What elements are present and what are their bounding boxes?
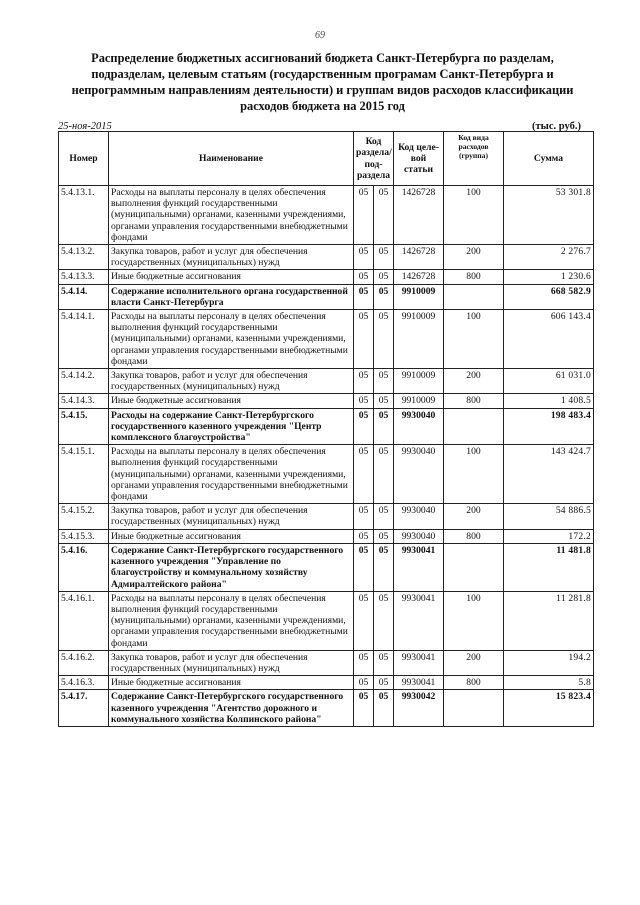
row-expense-code	[444, 543, 504, 591]
row-sum: 606 143.4	[504, 310, 594, 369]
row-sum: 11 481.8	[504, 543, 594, 591]
header-expense: Код вида расходов (группа)	[444, 132, 504, 186]
row-expense-code	[444, 690, 504, 727]
row-name: Иные бюджетные ассигнования	[109, 394, 354, 408]
page-number: 69	[315, 30, 325, 41]
row-section-code: 05	[354, 310, 374, 369]
budget-table	[58, 131, 594, 727]
row-sum: 194.2	[504, 650, 594, 675]
row-name: Закупка товаров, работ и услуг для обеспечения государственных (муниципальных) нужд	[109, 504, 354, 529]
table-row	[59, 529, 594, 543]
row-sum: 11 281.8	[504, 591, 594, 650]
row-number: 5.4.16.3.	[59, 676, 109, 690]
row-subsection-code: 05	[374, 270, 394, 284]
row-target-code: 9930040	[394, 445, 444, 504]
row-name: Содержание Санкт-Петербургского государственного казенного учреждения "Управление по благоустройству и коммунальному хозяйству Адмиралтейского района"	[109, 543, 354, 591]
row-subsection-code: 05	[374, 650, 394, 675]
header-name: Наименование	[109, 132, 354, 186]
row-name: Закупка товаров, работ и услуг для обеспечения государственных (муниципальных) нужд	[109, 650, 354, 675]
row-number: 5.4.15.1.	[59, 445, 109, 504]
row-target-code: 9930041	[394, 650, 444, 675]
row-number: 5.4.14.2.	[59, 369, 109, 394]
row-target-code: 9910009	[394, 310, 444, 369]
row-subsection-code: 05	[374, 394, 394, 408]
header-target: Код целе- вой статьи	[394, 132, 444, 186]
units-label: (тыс. руб.)	[532, 121, 581, 132]
row-subsection-code: 05	[374, 690, 394, 727]
row-section-code: 05	[354, 543, 374, 591]
row-expense-code: 200	[444, 504, 504, 529]
row-target-code: 9930040	[394, 529, 444, 543]
row-target-code: 9930041	[394, 543, 444, 591]
row-target-code: 9930040	[394, 504, 444, 529]
row-sum: 143 424.7	[504, 445, 594, 504]
row-section-code: 05	[354, 650, 374, 675]
table-row	[59, 690, 594, 727]
row-section-code: 05	[354, 445, 374, 504]
row-name: Иные бюджетные ассигнования	[109, 676, 354, 690]
row-section-code: 05	[354, 591, 374, 650]
row-name: Расходы на выплаты персоналу в целях обеспечения выполнения функций государственными (муниципальными) органами, казенными учреждениями, органами управления государственными внебюджетными фондами	[109, 445, 354, 504]
row-subsection-code: 05	[374, 284, 394, 309]
row-sum: 1 408.5	[504, 394, 594, 408]
row-number: 5.4.16.	[59, 543, 109, 591]
table-row	[59, 445, 594, 504]
row-target-code: 9910009	[394, 369, 444, 394]
header-section: Код раздела/ под- раздела	[354, 132, 394, 186]
row-number: 5.4.13.3.	[59, 270, 109, 284]
row-expense-code: 800	[444, 270, 504, 284]
row-section-code: 05	[354, 245, 374, 270]
row-sum: 1 230.6	[504, 270, 594, 284]
row-name: Содержание исполнительного органа государственной власти Санкт-Петербурга	[109, 284, 354, 309]
row-name: Расходы на выплаты персоналу в целях обеспечения выполнения функций государственными (муниципальными) органами, казенными учреждениями, органами управления государственными внебюджетными фондами	[109, 310, 354, 369]
table-row	[59, 186, 594, 245]
row-sum: 61 031.0	[504, 369, 594, 394]
row-expense-code	[444, 284, 504, 309]
row-sum: 2 276.7	[504, 245, 594, 270]
table-row	[59, 284, 594, 309]
row-expense-code: 800	[444, 394, 504, 408]
row-target-code: 1426728	[394, 245, 444, 270]
row-subsection-code: 05	[374, 591, 394, 650]
row-number: 5.4.14.	[59, 284, 109, 309]
row-subsection-code: 05	[374, 408, 394, 445]
row-number: 5.4.15.2.	[59, 504, 109, 529]
row-subsection-code: 05	[374, 245, 394, 270]
row-number: 5.4.13.2.	[59, 245, 109, 270]
row-expense-code: 200	[444, 369, 504, 394]
row-section-code: 05	[354, 369, 374, 394]
row-sum: 53 301.8	[504, 186, 594, 245]
row-name: Иные бюджетные ассигнования	[109, 270, 354, 284]
row-section-code: 05	[354, 284, 374, 309]
table-row	[59, 504, 594, 529]
table-row	[59, 543, 594, 591]
row-subsection-code: 05	[374, 445, 394, 504]
row-expense-code: 200	[444, 650, 504, 675]
row-name: Содержание Санкт-Петербургского государственного казенного учреждения "Агентство дорожного и коммунального хозяйства Колпинского района"	[109, 690, 354, 727]
row-name: Закупка товаров, работ и услуг для обеспечения государственных (муниципальных) нужд	[109, 245, 354, 270]
row-sum: 668 582.9	[504, 284, 594, 309]
header-sum: Сумма	[504, 132, 594, 186]
row-number: 5.4.16.2.	[59, 650, 109, 675]
row-number: 5.4.15.3.	[59, 529, 109, 543]
table-row	[59, 591, 594, 650]
row-section-code: 05	[354, 270, 374, 284]
row-target-code: 9910009	[394, 284, 444, 309]
row-sum: 198 483.4	[504, 408, 594, 445]
row-sum: 15 823.4	[504, 690, 594, 727]
row-name: Закупка товаров, работ и услуг для обеспечения государственных (муниципальных) нужд	[109, 369, 354, 394]
row-expense-code: 200	[444, 245, 504, 270]
row-expense-code: 800	[444, 529, 504, 543]
row-subsection-code: 05	[374, 676, 394, 690]
row-expense-code: 100	[444, 445, 504, 504]
row-section-code: 05	[354, 529, 374, 543]
row-subsection-code: 05	[374, 310, 394, 369]
row-target-code: 9930040	[394, 408, 444, 445]
row-section-code: 05	[354, 504, 374, 529]
table-row	[59, 650, 594, 675]
table-header-row	[59, 132, 594, 186]
row-name: Расходы на содержание Санкт-Петербургского государственного казенного учреждения "Центр комплексного благоустройства"	[109, 408, 354, 445]
table-row	[59, 408, 594, 445]
row-name: Расходы на выплаты персоналу в целях обеспечения выполнения функций государственными (муниципальными) органами, казенными учреждениями, органами управления государственными внебюджетными фондами	[109, 186, 354, 245]
row-expense-code: 100	[444, 591, 504, 650]
row-sum: 54 886.5	[504, 504, 594, 529]
row-section-code: 05	[354, 690, 374, 727]
row-expense-code	[444, 408, 504, 445]
table-row	[59, 270, 594, 284]
row-section-code: 05	[354, 408, 374, 445]
document-date: 25-ноя-2015	[58, 121, 112, 132]
row-target-code: 9930041	[394, 676, 444, 690]
row-expense-code: 100	[444, 310, 504, 369]
table-row	[59, 310, 594, 369]
row-number: 5.4.13.1.	[59, 186, 109, 245]
header-number: Номер	[59, 132, 109, 186]
row-subsection-code: 05	[374, 186, 394, 245]
row-target-code: 9930041	[394, 591, 444, 650]
row-section-code: 05	[354, 394, 374, 408]
row-number: 5.4.16.1.	[59, 591, 109, 650]
row-subsection-code: 05	[374, 504, 394, 529]
table-row	[59, 394, 594, 408]
row-section-code: 05	[354, 676, 374, 690]
row-subsection-code: 05	[374, 543, 394, 591]
row-number: 5.4.14.3.	[59, 394, 109, 408]
row-expense-code: 800	[444, 676, 504, 690]
table-row	[59, 676, 594, 690]
row-target-code: 1426728	[394, 186, 444, 245]
row-number: 5.4.17.	[59, 690, 109, 727]
table-body	[59, 186, 594, 727]
row-sum: 172.2	[504, 529, 594, 543]
row-number: 5.4.14.1.	[59, 310, 109, 369]
row-target-code: 9930042	[394, 690, 444, 727]
row-sum: 5.8	[504, 676, 594, 690]
row-subsection-code: 05	[374, 369, 394, 394]
row-name: Расходы на выплаты персоналу в целях обеспечения выполнения функций государственными (муниципальными) органами, казенными учреждениями, органами управления государственными внебюджетными фондами	[109, 591, 354, 650]
row-target-code: 9910009	[394, 394, 444, 408]
row-expense-code: 100	[444, 186, 504, 245]
row-section-code: 05	[354, 186, 374, 245]
row-number: 5.4.15.	[59, 408, 109, 445]
document-title: Распределение бюджетных ассигнований бюджета Санкт-Петербурга по разделам, подразделам, целевым статьям (государственным програмам Санкт-Петербурга и непрограммным направлениям деятельности) и группам видов расходов классификации расходов бюджета на 2015 год	[71, 51, 574, 113]
row-name: Иные бюджетные ассигнования	[109, 529, 354, 543]
table-row	[59, 245, 594, 270]
table-row	[59, 369, 594, 394]
row-subsection-code: 05	[374, 529, 394, 543]
row-target-code: 1426728	[394, 270, 444, 284]
